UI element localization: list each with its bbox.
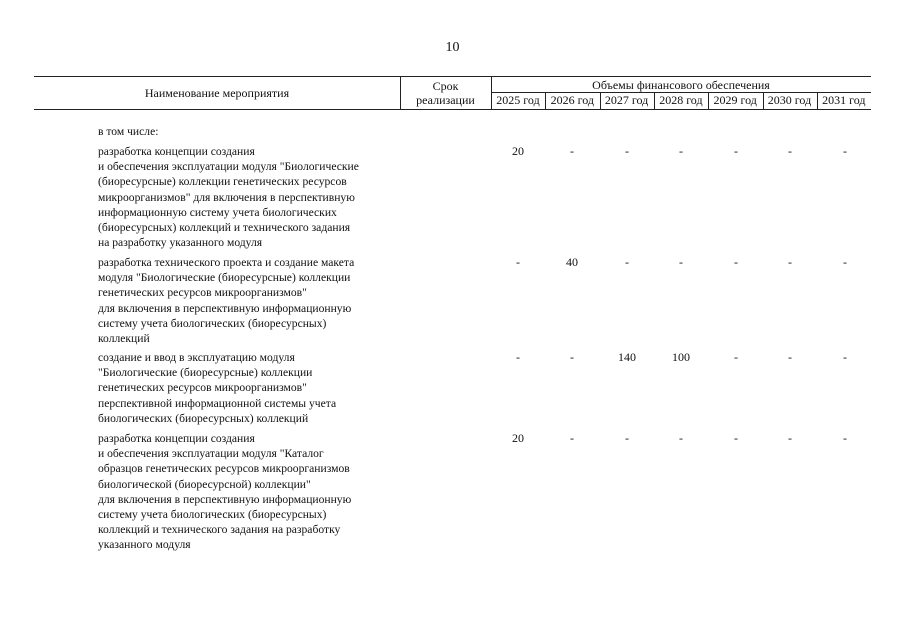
column-header-term-line1: Срок — [432, 79, 459, 93]
year-divider — [708, 93, 709, 109]
row-value: - — [625, 255, 629, 269]
row-description: разработка концепции создания и обеспечения эксплуатации модуля "Биологические (биоресурсные) коллекции генетических ресурсов микроорганизмов" для включения в перспективную информационную систему учета биологических (биоресурсных) коллекций и технического задания на разработку указанного модуля — [98, 145, 359, 250]
table-header — [34, 76, 871, 110]
row-value: 140 — [618, 350, 636, 364]
column-header-name: Наименование мероприятия — [144, 86, 290, 100]
year-header: 2031 год — [822, 93, 866, 107]
row-description: разработка технического проекта и создание макета модуля "Биологические (биоресурсные) коллекции генетических ресурсов микроорганизмов" для включения в перспективную информационную систему учета биологических (биоресурсных) коллекций — [98, 256, 355, 346]
row-description: создание и ввод в эксплуатацию модуля "Биологические (биоресурсные) коллекции генетических ресурсов микроорганизмов" перспективной информационной системы учета биологических (биоресурсных) коллекций — [98, 351, 337, 425]
row-value: - — [570, 350, 574, 364]
row-value: - — [570, 144, 574, 158]
year-header: 2030 год — [767, 93, 812, 107]
row-value: 20 — [512, 144, 524, 158]
year-divider — [763, 93, 764, 109]
row-value: - — [516, 350, 520, 364]
row-value: - — [625, 431, 629, 445]
row-value: - — [843, 431, 847, 445]
row-value: - — [843, 350, 847, 364]
column-header-funding: Объемы финансового обеспечения — [592, 78, 770, 92]
row-value: - — [843, 255, 847, 269]
year-header: 2028 год — [659, 93, 703, 107]
row-value: - — [788, 431, 792, 445]
row-value: - — [734, 144, 738, 158]
column-header-term-line2: реализации — [416, 93, 475, 107]
row-value: - — [679, 144, 683, 158]
row-value: - — [679, 431, 683, 445]
year-divider — [817, 93, 818, 109]
row-value: - — [788, 255, 792, 269]
year-divider — [600, 93, 601, 109]
row-value: 40 — [566, 255, 578, 269]
row-value: - — [788, 350, 792, 364]
year-header: 2026 год — [550, 93, 594, 107]
row-value: - — [679, 255, 683, 269]
row-value: - — [843, 144, 847, 158]
subtitle: в том числе: — [98, 125, 159, 138]
row-value: - — [570, 431, 574, 445]
year-divider — [545, 93, 546, 109]
year-header: 2029 год — [713, 93, 757, 107]
row-description: разработка концепции создания и обеспечения эксплуатации модуля "Каталог образцов генетических ресурсов микроорганизмов биологической (биоресурсной) коллекции" для включения в перспективную информационную систему учета биологических (биоресурсных) коллекций и технического задания на разработку указанного модуля — [98, 432, 352, 552]
page-number: 10 — [445, 40, 460, 55]
year-header: 2025 год — [496, 93, 540, 107]
row-value: - — [625, 144, 629, 158]
row-value: 100 — [672, 350, 690, 364]
row-value: - — [516, 255, 520, 269]
year-divider — [654, 93, 655, 109]
row-value: - — [734, 350, 738, 364]
year-header: 2027 год — [604, 93, 649, 107]
row-value: - — [734, 255, 738, 269]
row-value: - — [788, 144, 792, 158]
row-value: 20 — [512, 431, 524, 445]
row-value: - — [734, 431, 738, 445]
